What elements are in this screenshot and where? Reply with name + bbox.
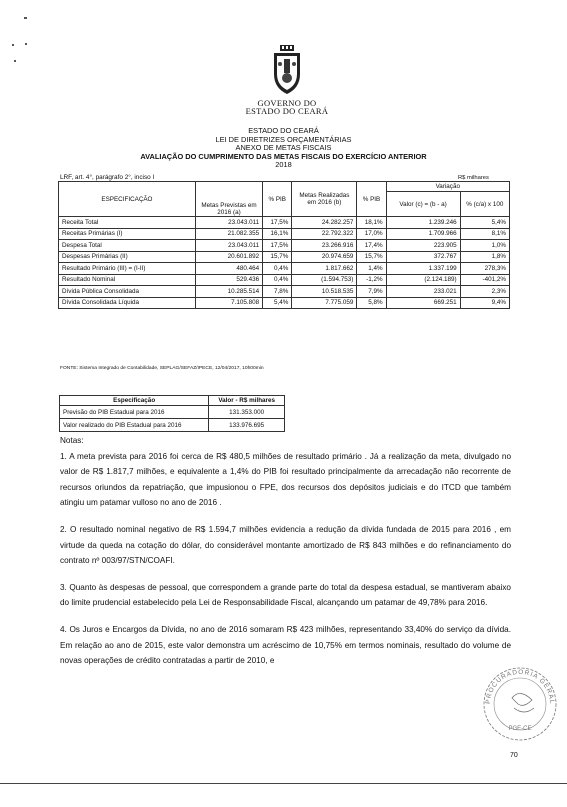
stamp-text: PROCURADORIA GERAL: [484, 668, 556, 705]
row-metas-previstas: 23.043.011: [195, 217, 262, 229]
row-valor: (2.124.189): [386, 274, 460, 286]
row-pib-1: 0,4%: [263, 263, 292, 275]
scan-speck: [14, 60, 16, 62]
row-metas-realizadas: 1.817.662: [292, 263, 357, 275]
row-metas-previstas: 21.082.355: [195, 228, 262, 240]
table-row: [59, 217, 510, 229]
note-3: 3. Quanto às despesas de pessoal, que correspondem a grande parte do total da despesa estadual, se mantiveram abaixo do limite prudencial estabelecido pela Lei de Responsabilidade Fiscal, alcançando um patamar de 49,78% para 2016.: [60, 582, 511, 608]
row-metas-realizadas: 10.518.535: [292, 286, 357, 298]
row-valor: 1.239.246: [386, 217, 460, 229]
row-valor: 233.021: [386, 286, 460, 298]
row-percent: 1,0%: [460, 240, 509, 252]
row-valor: 372.767: [386, 251, 460, 263]
row-metas-previstas: 10.285.514: [195, 286, 262, 298]
row-metas-realizadas: 7.775.059: [292, 297, 357, 309]
law-title: LEI DE DIRETRIZES ORÇAMENTÁRIAS: [215, 134, 352, 144]
note-4: 4. Os Juros e Encargos da Dívida, no ano de 2016 somaram R$ 423 milhões, representando 33,40% do serviço da dívida. Em relação ao ano de 2015, este valor demonstra um acréscimo de 10,75% em termos nominais, resultado do volume de novas operações de crédito contratadas a partir de 2010, e: [60, 624, 511, 666]
report-title: AVALIAÇÃO DO CUMPRIMENTO DAS METAS FISCAIS DO EXERCÍCIO ANTERIOR: [140, 151, 427, 161]
government-state-label: ESTADO DO CEARÁ: [245, 106, 329, 116]
row-percent: -401,2%: [460, 274, 509, 286]
source-note: FONTE: Sistema Integrado de Contabilidade, SEPLAG/SEFAZ/IPECE, 12/04/2017, 10h00min: [60, 366, 264, 371]
table-row: [60, 419, 285, 432]
row-percent: 9,4%: [460, 297, 509, 309]
table-row: [59, 263, 510, 275]
pib-row-label: Previsão do PIB Estadual para 2016: [60, 406, 209, 419]
row-percent: 1,8%: [460, 251, 509, 263]
row-label: Despesas Primárias (II): [59, 251, 196, 263]
table-row: [59, 297, 510, 309]
row-pib-2: 17,0%: [357, 228, 386, 240]
row-pib-1: 16,1%: [263, 228, 292, 240]
row-percent: 278,3%: [460, 263, 509, 275]
row-label: Despesa Total: [59, 240, 196, 252]
table-row: [59, 286, 510, 298]
row-pib-2: 5,8%: [357, 297, 386, 309]
row-label: Receitas Primárias (I): [59, 228, 196, 240]
note-1: 1. A meta prevista para 2016 foi cerca de R$ 480,5 milhões de resultado primário . Já a realização da meta, divulgado no valor de R$ 1.817,7 milhões, e equivalente a 1,4% do PIB foi resultado principalmente da arrecadação não recorrente de recursos oriundos da repatriação, que impusionou o FPE, dos recursos dos depósitos judiciais e do ITCD que também atingiu um patamar vulloso no ano de 2016 .: [60, 451, 511, 508]
annex-title: ANEXO DE METAS FISCAIS: [235, 143, 332, 152]
report-year: 2018: [275, 160, 292, 169]
row-pib-2: 17,4%: [357, 240, 386, 252]
row-metas-realizadas: 24.282.257: [292, 217, 357, 229]
pib-header-spec: Especificação: [60, 396, 209, 406]
row-label: Receita Total: [59, 217, 196, 229]
table-row: [59, 274, 510, 286]
pib-row-value: 133.976.695: [209, 419, 285, 432]
table-row: [59, 228, 510, 240]
table-row: [60, 406, 285, 419]
row-metas-previstas: 529.436: [195, 274, 262, 286]
pge-seal-stamp: [474, 658, 566, 750]
state-title: ESTADO DO CEARÁ: [248, 126, 319, 135]
header-percent: % (c/a) x 100: [460, 192, 509, 217]
header-metas-realizadas: Metas Realizadas em 2016 (b): [292, 182, 357, 217]
row-metas-previstas: 23.043.011: [195, 240, 262, 252]
table-row: [59, 240, 510, 252]
header-variacao: Variação: [386, 182, 509, 192]
note-2: 2. O resultado nominal negativo de R$ 1.594,7 milhões evidencia a redução da dívida fundada de 2015 para 2016 , em virtude da queda na cotação do dólar, do considerável montante amortizado de R$ 843 milhões e do refinanciamento do contrato nº 003/97/STN/COAFI.: [60, 524, 511, 566]
svg-text:PROCURADORIA GERAL: [485, 669, 555, 705]
scan-speck: [12, 44, 14, 46]
row-label: Dívida Consolidada Líquida: [59, 297, 196, 309]
pib-row-label: Valor realizado do PIB Estadual para 2016: [60, 419, 209, 432]
pib-header-valor: Valor - R$ milhares: [209, 396, 285, 406]
row-pib-1: 5,4%: [263, 297, 292, 309]
row-label: Resultado Nominal: [59, 274, 196, 286]
row-pib-1: 15,7%: [263, 251, 292, 263]
pib-table: [59, 395, 285, 432]
pib-row-value: 131.353.000: [209, 406, 285, 419]
header-valor: Valor (c) = (b - a): [386, 192, 460, 217]
row-percent: 5,4%: [460, 217, 509, 229]
notes-section: [60, 433, 511, 680]
page-number: 70: [510, 752, 518, 759]
fiscal-targets-table: [58, 181, 510, 309]
table-header-row: [59, 182, 510, 192]
row-percent: 2,3%: [460, 286, 509, 298]
header-specification: ESPECIFICAÇÃO: [59, 182, 196, 217]
pib-header-row: [60, 396, 285, 406]
row-metas-realizadas: 23.266.916: [292, 240, 357, 252]
row-percent: 8,1%: [460, 228, 509, 240]
header-metas-previstas: Metas Previstas em 2016 (a): [195, 182, 262, 217]
header-pib-1: % PIB: [263, 182, 292, 217]
row-pib-1: 17,5%: [263, 240, 292, 252]
scan-speck: [25, 43, 27, 45]
row-pib-2: 1,4%: [357, 263, 386, 275]
scan-speck: [24, 17, 27, 19]
lrf-reference: LRF, art. 4°, parágrafo 2°, inciso I: [60, 174, 155, 181]
row-metas-realizadas: 20.974.659: [292, 251, 357, 263]
row-metas-realizadas: (1.594.753): [292, 274, 357, 286]
unit-label: R$ milhares: [458, 175, 489, 181]
row-label: Resultado Primário (III) = (I-II): [59, 263, 196, 275]
row-pib-2: 15,7%: [357, 251, 386, 263]
row-metas-previstas: 20.601.892: [195, 251, 262, 263]
row-valor: 1.337.199: [386, 263, 460, 275]
row-pib-2: -1,2%: [357, 274, 386, 286]
row-metas-previstas: 480.464: [195, 263, 262, 275]
state-crest-logo: [270, 44, 304, 96]
row-pib-1: 7,8%: [263, 286, 292, 298]
row-valor: 1.709.966: [386, 228, 460, 240]
header-pib-2: % PIB: [357, 182, 386, 217]
row-label: Dívida Pública Consolidada: [59, 286, 196, 298]
table-row: [59, 251, 510, 263]
row-valor: 669.251: [386, 297, 460, 309]
row-valor: 223.905: [386, 240, 460, 252]
notes-title: Notas:: [60, 436, 84, 445]
row-pib-1: 17,5%: [263, 217, 292, 229]
footer-divider: [0, 783, 567, 784]
row-pib-2: 7,9%: [357, 286, 386, 298]
stamp-bottom-text: PGE-CE: [508, 726, 532, 732]
row-pib-2: 18,1%: [357, 217, 386, 229]
row-metas-previstas: 7.105.808: [195, 297, 262, 309]
row-metas-realizadas: 22.792.322: [292, 228, 357, 240]
government-label: GOVERNO DO: [257, 98, 317, 108]
row-pib-1: 0,4%: [263, 274, 292, 286]
